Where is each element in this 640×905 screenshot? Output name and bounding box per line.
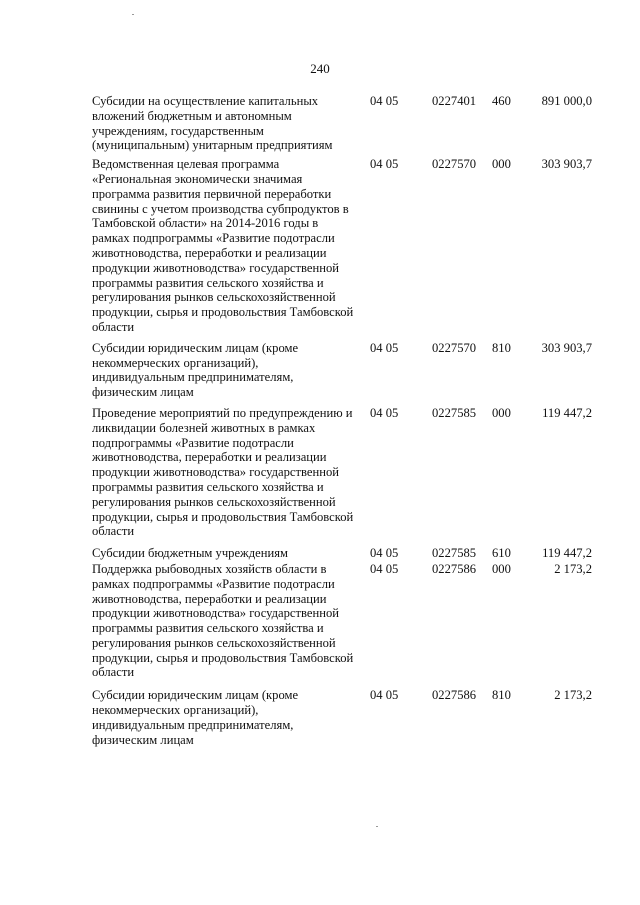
row-sum: 119 447,2 [542,405,592,420]
row-target-code: 0227585 [432,546,477,561]
row-target-code: 0227570 [432,340,477,355]
row-section-code: 04 05 [370,561,399,576]
table-row [92,546,592,561]
row-description: Субсидии юридическим лицам (кроме некоммерческих организаций), индивидуальным предпринимателям, физическим лицам [92,688,299,747]
row-section-code: 04 05 [370,340,399,355]
row-expense-type: 000 [492,561,511,576]
row-sum: 2 173,2 [554,688,592,703]
row-target-code: 0227401 [432,94,477,108]
table-row [92,341,592,400]
row-target-code: 0227570 [432,157,477,172]
row-target-code: 0227585 [432,405,477,420]
row-section-code: 04 05 [370,405,399,420]
row-description: Субсидии на осуществление капитальных вложений бюджетным и автономным учреждениям, государственным (муниципальным) унитарным предприятиям [92,94,333,153]
scan-speck [132,14,134,15]
row-expense-type: 000 [492,157,511,172]
row-target-code: 0227586 [432,561,477,576]
row-sum: 119 447,2 [542,546,592,561]
row-description: Субсидии бюджетным учреждениям [92,546,288,561]
row-section-code: 04 05 [370,94,399,108]
page-number: 240 [310,61,330,76]
row-sum: 2 173,2 [554,561,592,576]
row-description: Поддержка рыбоводных хозяйств области в рамках подпрограммы «Развитие подотрасли животноводства, переработки и реализации продукции животноводства» государственной программы развития сельского хозяйства и регулирования рынков сельскохозяйственной продукции, сырья и продовольствия Тамбовской области [92,561,354,680]
row-description: Субсидии юридическим лицам (кроме некоммерческих организаций), индивидуальным предпринимателям, физическим лицам [92,340,299,400]
table-row [92,94,592,153]
row-expense-type: 460 [492,94,511,108]
row-sum: 303 903,7 [541,157,592,172]
table-row [92,157,592,335]
row-sum: 891 000,0 [541,94,592,108]
row-expense-type: 810 [492,688,511,703]
row-expense-type: 610 [492,546,511,561]
budget-table [92,94,592,747]
row-section-code: 04 05 [370,546,399,561]
table-row [92,406,592,539]
row-sum: 303 903,7 [541,340,592,355]
row-target-code: 0227586 [432,688,477,703]
scan-speck [376,826,378,827]
row-section-code: 04 05 [370,157,399,172]
table-row [92,688,592,747]
row-expense-type: 000 [492,405,511,420]
row-description: Проведение мероприятий по предупреждению и ликвидации болезней животных в рамках подпрограммы «Развитие подотрасли животноводства, переработки и реализации продукции животноводства» государственной программы развития сельского хозяйства и регулирования рынков сельскохозяйственной продукции, сырья и продовольствия Тамбовской области [92,405,354,539]
row-description: Ведомственная целевая программа «Региональная экономически значимая программа развития первичной переработки свинины с учетом производства субпродуктов в Тамбовской области» на 2014-2016 годы в рамках подпрограммы «Развитие подотрасли животноводства, переработки и реализации продукции животноводства» государственной программы развития сельского хозяйства и регулирования рынков сельскохозяйственной продукции, сырья и продовольствия Тамбовской области [92,157,354,334]
row-section-code: 04 05 [370,688,399,703]
table-row [92,562,592,680]
row-expense-type: 810 [492,340,511,355]
